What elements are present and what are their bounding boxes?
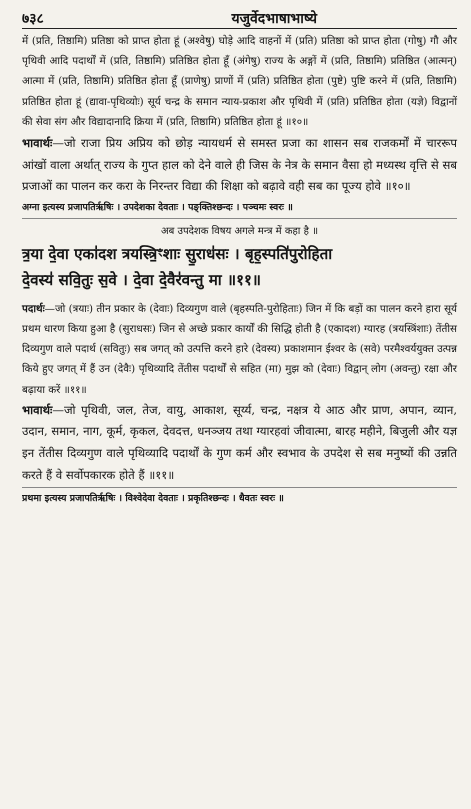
divider xyxy=(22,487,457,488)
mantra-line-1: त्र॒या दे॒वा एका॑दश त्रयस्त्रि॒ꣳशाः सु॒राध॑सः । बृह॒स्पति॑पुरोहिता xyxy=(22,244,333,263)
mantra-line-2: दे॒वस्य॑ सवि॒तुः स॒वे । दे॒वा दे॒वैर॑वन्तु मा ॥११॥ xyxy=(22,270,262,289)
padarth-paragraph-10: में (प्रति, तिष्ठामि) प्रतिष्ठा को प्राप्त होता हूं (अश्वेषु) घोड़े आदि वाहनों में (प्रति) प्रतिष्ठा को प्राप्त होता (गोषु) गौ और पृथिवी आदि पदार्थों में (प्रति, तिष्ठामि) प्रतिष्ठित होता हूँ (अंगेषु) राज्य के अङ्गों में (प्रति, तिष्ठामि) प्रतिष्ठित (आत्मन्) आत्मा में (प्रति, तिष्ठामि) प्रतिष्ठित होता हूँ (प्राणेषु) प्राणों में (प्रति) प्रतिष्ठित होता (पुष्टे) पुष्टि करने में (प्रति, तिष्ठामि) प्रतिष्ठित होता हूं (द्यावा-पृथिव्योः) सूर्य चन्द्र के समान न्याय-प्रकाश और पृथिवी में (प्रति) प्रतिष्ठित होता (यज्ञे) विद्वानों की सेवा संग और विद्यादानादि क्रिया में (प्रति, तिष्ठामि) प्रतिष्ठित होता हूं ॥१०॥ xyxy=(22,35,457,128)
padarth-text: —जो (त्रयाः) तीन प्रकार के (देवाः) दिव्यगुण वाले (बृहस्पति-पुरोहिताः) जिन में कि बड़ों का पालन करने हारा सूर्य प्रथम धारण किया हुआ है (सुराधसः) जिन से अच्छे प्रकार कार्यों की सिद्धि होती है (एकादश) ग्यारह (त्रयस्त्रिंशाः) तेंतीस दिव्यगुण वाले पदार्थ (सवितुः) सब जगत् को उत्पत्ति करने हारे (देवस्य) प्रकाशमान ईश्वर के (सवे) परमैश्वर्ययुक्त उत्पन्न किये हुए जगत् में हैं उन (देवैः) पृथिव्यादि तेंतीस पदार्थों से सहित (मा) मुझ को (देवाः) विद्वान् लोग (अवन्तु) रक्षा और बढ़ाया करें ॥११॥ xyxy=(22,302,457,396)
rishi-line-10: अग्ना इत्यस्य प्रजापतिर्ऋषिः । उपदेशका देवताः । पङ्क्तिश्छन्दः । पञ्चमः स्वरः ॥ xyxy=(22,201,293,213)
bhavarth-paragraph-11 xyxy=(22,400,457,486)
bhavarth-label: भावार्थः xyxy=(22,402,53,417)
bhavarth-label: भावार्थः xyxy=(22,136,53,151)
mantra-intro: अब उपदेशक विषय अगले मन्त्र में कहा है ॥ xyxy=(160,225,319,237)
divider xyxy=(22,218,457,219)
rishi-line-11: प्रथमा इत्यस्य प्रजापतिर्ऋषिः । विश्वेदेवा देवताः । प्रकृतिश्छन्दः । धैवतः स्वरः ॥ xyxy=(22,493,284,505)
bhavarth-text: —जो पृथिवी, जल, तेज, वायु, आकाश, सूर्य्य, चन्द्र, नक्षत्र ये आठ और प्राण, अपान, व्यान, उदान, समान, नाग, कूर्म, कृकल, देवदत्त, धनञ्जय तथा ग्यारहवां जीवात्मा, बारह महीने, बिजुली और यज्ञ इन तेंतीस दिव्यगुण वाले पृथिव्यादि पदार्थों के गुण कर्म और स्वभाव के उपदेश से सब मनुष्यों की उन्नति करते हैं वे सर्वोपकारक होते हैं ॥११॥ xyxy=(22,402,457,482)
running-title: यजुर्वेदभाषाभाष्ये xyxy=(231,11,317,27)
page-header xyxy=(22,6,457,29)
bhavarth-paragraph-10 xyxy=(22,133,457,198)
page-number: ७३८ xyxy=(22,11,44,27)
bhavarth-text: —जो राजा प्रिय अप्रिय को छोड़ न्यायधर्म से समस्त प्रजा का शासन सब राजकर्मों में चाररूप आंखों वाला अर्थात् राज्य के गुप्त हाल को देने वाले ही जिस के नेत्र के समान वैसा हो मध्यस्थ वृत्ति से सब प्रजाओं का पालन कर करा के निरन्तर विद्या की शिक्षा को बढ़ावे वही सब का पूज्य होवे ॥१०॥ xyxy=(22,136,457,194)
padarth-paragraph-11 xyxy=(22,299,457,400)
padarth-label: पदार्थः xyxy=(22,302,45,315)
